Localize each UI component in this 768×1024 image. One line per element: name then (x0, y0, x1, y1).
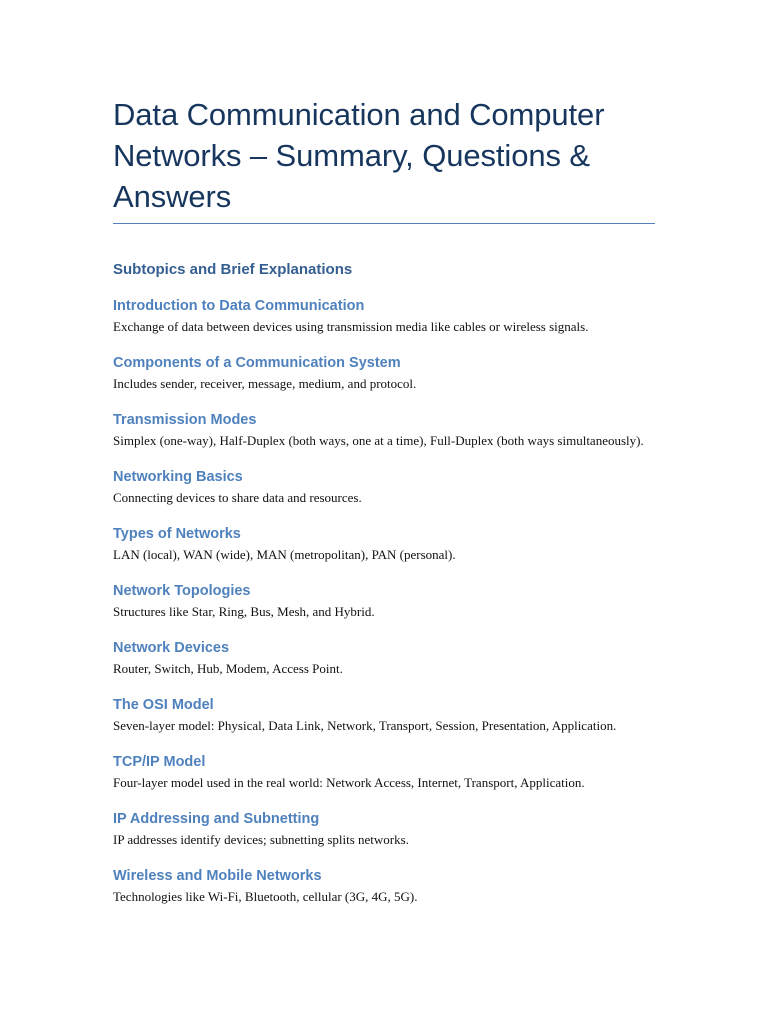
topic-description: Includes sender, receiver, message, medium, and protocol. (113, 376, 417, 391)
topic-item (113, 411, 655, 451)
topic-item (113, 354, 655, 394)
topic-title: TCP/IP Model (113, 754, 206, 770)
topic-description: Simplex (one-way), Half-Duplex (both ways, one at a time), Full-Duplex (both ways simultaneously). (113, 433, 644, 448)
topic-list (113, 297, 655, 907)
topic-description: LAN (local), WAN (wide), MAN (metropolitan), PAN (personal). (113, 547, 456, 562)
section-heading: Subtopics and Brief Explanations (113, 261, 353, 278)
title-underline (113, 223, 655, 224)
topic-item (113, 639, 655, 679)
topic-title: Networking Basics (113, 469, 243, 485)
topic-description: Seven-layer model: Physical, Data Link, Network, Transport, Session, Presentation, Application. (113, 718, 617, 733)
topic-item (113, 696, 655, 736)
document-page (113, 94, 655, 907)
topic-item (113, 582, 655, 622)
topic-description: Technologies like Wi-Fi, Bluetooth, cellular (3G, 4G, 5G). (113, 889, 418, 904)
document-title: Data Communication and Computer Networks – Summary, Questions & Answers (113, 97, 605, 214)
topic-title: Introduction to Data Communication (113, 298, 365, 314)
topic-item (113, 297, 655, 337)
topic-item (113, 525, 655, 565)
topic-item (113, 810, 655, 850)
topic-description: Structures like Star, Ring, Bus, Mesh, and Hybrid. (113, 604, 375, 619)
topic-title: Components of a Communication System (113, 355, 401, 371)
topic-title: Types of Networks (113, 526, 241, 542)
topic-title: Transmission Modes (113, 412, 257, 428)
topic-title: Network Topologies (113, 583, 251, 599)
topic-description: Exchange of data between devices using transmission media like cables or wireless signals. (113, 319, 589, 334)
topic-title: Wireless and Mobile Networks (113, 868, 322, 884)
topic-item (113, 468, 655, 508)
topic-description: Connecting devices to share data and resources. (113, 490, 362, 505)
topic-title: Network Devices (113, 640, 230, 656)
topic-item (113, 753, 655, 793)
topic-description: Four-layer model used in the real world: Network Access, Internet, Transport, Application. (113, 775, 585, 790)
topic-title: IP Addressing and Subnetting (113, 811, 320, 827)
topic-description: Router, Switch, Hub, Modem, Access Point. (113, 661, 343, 676)
topic-title: The OSI Model (113, 697, 214, 713)
topic-description: IP addresses identify devices; subnetting splits networks. (113, 832, 409, 847)
topic-item (113, 867, 655, 907)
